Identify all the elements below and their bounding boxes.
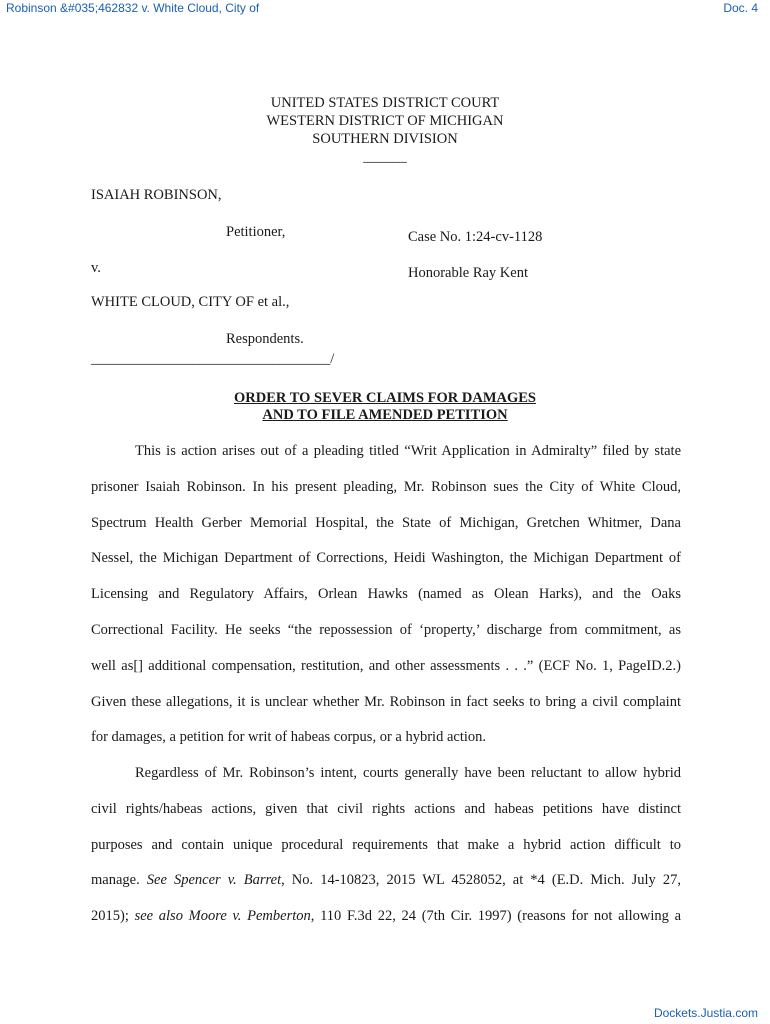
paragraph-line: for damages, a petition for writ of habeas corpus, or a hybrid action. (91, 729, 486, 746)
judge-name: Honorable Ray Kent (408, 265, 528, 281)
order-title-line1: ORDER TO SEVER CLAIMS FOR DAMAGES (234, 390, 536, 406)
paragraph-line (91, 899, 681, 935)
caption-closing-line: _________________________________/ (91, 351, 335, 367)
text-run: manage. (91, 872, 147, 889)
petitioner-role: Petitioner, (226, 224, 286, 240)
district-name: WESTERN DISTRICT OF MICHIGAN (266, 113, 504, 129)
top-bar (0, 0, 770, 18)
division-name: SOUTHERN DIVISION (312, 131, 458, 147)
text-run: , 110 F.3d 22, 24 (7th Cir. 1997) (reasons for not allowing a (310, 908, 682, 925)
doc-number-link[interactable]: Doc. 4 (723, 1, 758, 15)
respondent-name: WHITE CLOUD, CITY OF et al., (91, 294, 290, 310)
text-run: , No. 14-10823, 2015 WL 4528052, at *4 (E.D. Mich. July 27, (281, 872, 681, 889)
paragraph-line: This is action arises out of a pleading titled “Writ Application in Admiralty” filed by state (135, 443, 681, 459)
paragraph-line: civil rights/habeas actions, given that civil rights actions and habeas petitions have distinct (91, 800, 681, 817)
respondent-role: Respondents. (226, 331, 304, 347)
paragraph-1 (91, 434, 681, 756)
paragraph-line: prisoner Isaiah Robinson. In his present pleading, Mr. Robinson sues the City of White Cloud, (91, 478, 681, 495)
paragraph-line: Licensing and Regulatory Affairs, Orlean Hawks (named as Olean Harks), and the Oaks (91, 586, 681, 603)
paragraph-line (91, 863, 681, 899)
versus-label: v. (91, 260, 101, 276)
petitioner-name: ISAIAH ROBINSON, (91, 187, 222, 203)
paragraph-2 (91, 756, 681, 935)
case-citation: See Spencer v. Barret (146, 872, 282, 889)
text-run: 2015); (91, 908, 135, 925)
court-name: UNITED STATES DISTRICT COURT (270, 95, 500, 111)
case-number: Case No. 1:24-cv-1128 (408, 229, 543, 245)
paragraph-line: Regardless of Mr. Robinson’s intent, courts generally have been reluctant to allow hybrid (135, 765, 681, 781)
heading-rule: ______ (363, 149, 407, 165)
case-title-link[interactable]: Robinson &#035;462832 v. White Cloud, City of (6, 1, 260, 15)
paragraph-line: Correctional Facility. He seeks “the repossession of ‘property,’ discharge from commitment, as (91, 621, 681, 638)
paragraph-line: purposes and contain unique procedural requirements that make a hybrid action difficult to (91, 836, 681, 853)
paragraph-line: Nessel, the Michigan Department of Corrections, Heidi Washington, the Michigan Department of (91, 550, 681, 567)
case-citation: see also Moore v. Pemberton (134, 908, 311, 925)
paragraph-line: Spectrum Health Gerber Memorial Hospital, the State of Michigan, Gretchen Whitmer, Dana (91, 514, 681, 531)
order-title-line2: AND TO FILE AMENDED PETITION (262, 407, 508, 423)
paragraph-line: well as[] additional compensation, restitution, and other assessments . . .” (ECF No. 1, PageID.2.) (91, 657, 681, 674)
paragraph-line: Given these allegations, it is unclear whether Mr. Robinson in fact seeks to bring a civil complaint (91, 693, 681, 710)
source-link[interactable]: Dockets.Justia.com (653, 1006, 758, 1020)
